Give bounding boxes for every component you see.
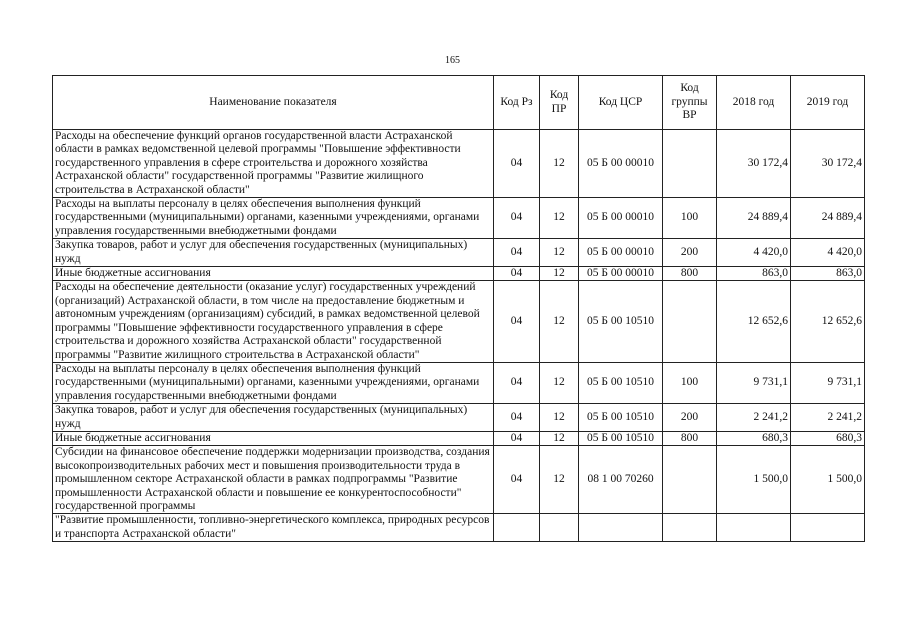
row-name: Субсидии на финансовое обеспечение поддержки модернизации производства, создания высокопроизводительных рабочих мест и повышения производительности труда в промышленном секторе Астраханской области в рамках подпрограммы "Развитие промышленности Астраханской области и повышение ее конкурентоспособности" государственной программы [53, 446, 494, 514]
row-vr: 800 [663, 431, 717, 445]
row-name: Закупка товаров, работ и услуг для обеспечения государственных (муниципальных) нужд [53, 404, 494, 432]
row-vr: 100 [663, 362, 717, 403]
row-pr: 12 [540, 446, 579, 514]
row-pr: 12 [540, 267, 579, 281]
row-name: Расходы на обеспечение функций органов государственной власти Астраханской области в рамках ведомственной целевой программы "Повышение эффективности государственного управления в сфере строительства и дорожного хозяйства Астраханской области" государственной программы "Развитие жилищного строительства в Астраханской области" [53, 130, 494, 198]
header-csr: Код ЦСР [579, 76, 663, 130]
row-csr: 05 Б 00 00010 [579, 198, 663, 239]
row-vr [663, 130, 717, 198]
row-name: Иные бюджетные ассигнования [53, 431, 494, 445]
row-name: Закупка товаров, работ и услуг для обеспечения государственных (муниципальных) нужд [53, 239, 494, 267]
row-rz: 04 [494, 267, 540, 281]
row-csr: 05 Б 00 00010 [579, 267, 663, 281]
row-csr: 05 Б 00 00010 [579, 239, 663, 267]
row-2019: 680,3 [791, 431, 865, 445]
row-name: "Развитие промышленности, топливно-энергетического комплекса, природных ресурсов и транспорта Астраханской области" [53, 514, 494, 542]
row-pr: 12 [540, 198, 579, 239]
row-rz: 04 [494, 362, 540, 403]
row-pr: 12 [540, 431, 579, 445]
row-csr: 05 Б 00 10510 [579, 362, 663, 403]
row-2018: 4 420,0 [717, 239, 791, 267]
row-2019: 9 731,1 [791, 362, 865, 403]
row-csr: 05 Б 00 10510 [579, 431, 663, 445]
row-2018: 680,3 [717, 431, 791, 445]
row-2019: 863,0 [791, 267, 865, 281]
row-csr: 05 Б 00 10510 [579, 281, 663, 362]
row-2019: 30 172,4 [791, 130, 865, 198]
header-2018: 2018 год [717, 76, 791, 130]
table-row [53, 281, 865, 362]
row-2019: 24 889,4 [791, 198, 865, 239]
row-2018 [717, 514, 791, 542]
row-vr [663, 281, 717, 362]
row-2018: 1 500,0 [717, 446, 791, 514]
row-name: Иные бюджетные ассигнования [53, 267, 494, 281]
row-2019: 12 652,6 [791, 281, 865, 362]
row-vr [663, 446, 717, 514]
row-rz: 04 [494, 446, 540, 514]
table-row [53, 198, 865, 239]
row-csr: 08 1 00 70260 [579, 446, 663, 514]
row-pr: 12 [540, 130, 579, 198]
row-rz: 04 [494, 431, 540, 445]
row-csr [579, 514, 663, 542]
row-pr: 12 [540, 239, 579, 267]
page-number: 165 [445, 55, 460, 66]
row-2019: 4 420,0 [791, 239, 865, 267]
row-vr: 100 [663, 198, 717, 239]
table-row [53, 514, 865, 542]
table-row [53, 267, 865, 281]
row-2019 [791, 514, 865, 542]
row-name: Расходы на выплаты персоналу в целях обеспечения выполнения функций государственными (муниципальными) органами, казенными учреждениями, органами управления государственными внебюджетными фондами [53, 362, 494, 403]
row-2018: 863,0 [717, 267, 791, 281]
budget-table [52, 75, 865, 542]
table-header-row [53, 76, 865, 130]
row-rz [494, 514, 540, 542]
row-rz: 04 [494, 281, 540, 362]
table-row [53, 431, 865, 445]
row-pr: 12 [540, 281, 579, 362]
row-2019: 2 241,2 [791, 404, 865, 432]
row-2019: 1 500,0 [791, 446, 865, 514]
row-pr: 12 [540, 362, 579, 403]
row-vr: 200 [663, 404, 717, 432]
row-2018: 24 889,4 [717, 198, 791, 239]
table-row [53, 362, 865, 403]
row-vr: 800 [663, 267, 717, 281]
header-vr: Код группы ВР [663, 76, 717, 130]
row-name: Расходы на обеспечение деятельности (оказание услуг) государственных учреждений (организаций) Астраханской области, в том числе на предоставление бюджетным и автономным учреждениям (организациям) субсидий, в рамках ведомственной целевой программы "Повышение эффективности государственного управления в сфере строительства и дорожного хозяйства Астраханской области" государственной программы "Развитие жилищного строительства в Астраханской области" [53, 281, 494, 362]
table-row [53, 130, 865, 198]
row-pr: 12 [540, 404, 579, 432]
row-2018: 9 731,1 [717, 362, 791, 403]
row-2018: 2 241,2 [717, 404, 791, 432]
row-vr [663, 514, 717, 542]
row-rz: 04 [494, 404, 540, 432]
row-rz: 04 [494, 130, 540, 198]
header-rz: Код Рз [494, 76, 540, 130]
row-2018: 12 652,6 [717, 281, 791, 362]
header-pr: Код ПР [540, 76, 579, 130]
table-row [53, 446, 865, 514]
row-rz: 04 [494, 198, 540, 239]
row-name: Расходы на выплаты персоналу в целях обеспечения выполнения функций государственными (муниципальными) органами, казенными учреждениями, органами управления государственными внебюджетными фондами [53, 198, 494, 239]
row-csr: 05 Б 00 10510 [579, 404, 663, 432]
header-2019: 2019 год [791, 76, 865, 130]
row-2018: 30 172,4 [717, 130, 791, 198]
row-csr: 05 Б 00 00010 [579, 130, 663, 198]
table-row [53, 239, 865, 267]
header-name: Наименование показателя [53, 76, 494, 130]
row-pr [540, 514, 579, 542]
table-row [53, 404, 865, 432]
row-vr: 200 [663, 239, 717, 267]
row-rz: 04 [494, 239, 540, 267]
